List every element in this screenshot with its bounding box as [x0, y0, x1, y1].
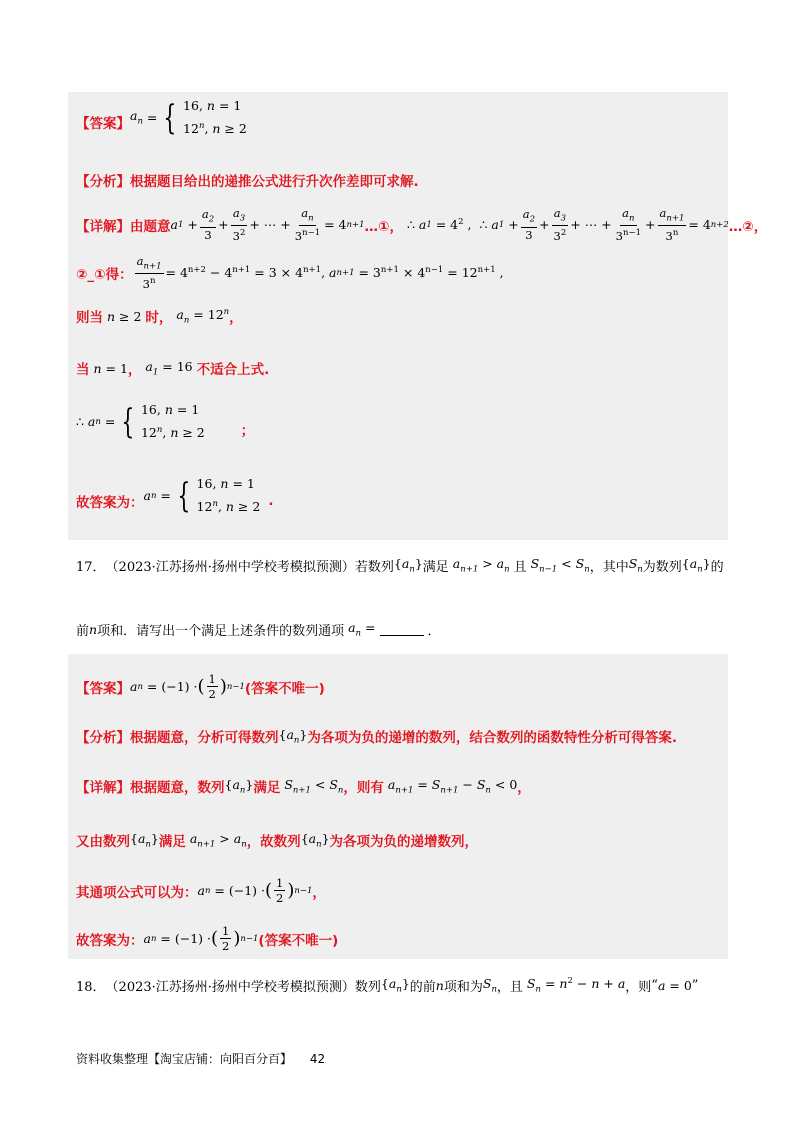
final-note-17: (答案不唯一)	[258, 932, 339, 949]
general-row-17	[76, 876, 326, 905]
answer-tag: 【答案】	[76, 115, 130, 132]
seq-an-5: $\{a_n\}$	[130, 830, 159, 850]
analysis-a-17: 根据题意，分析可得数列	[130, 730, 279, 746]
detail-row-17	[76, 776, 531, 796]
answer-note-17: (答案不唯一)	[244, 680, 325, 697]
detail-tag-17: 【详解】	[76, 780, 130, 796]
q18-n: n	[435, 978, 444, 993]
analysis-b-17: 为各项为负的递增的数列，结合数列的函数特性分析可得答案.	[307, 730, 677, 746]
cond-sum: $S_{n-1} < S_n$	[526, 556, 590, 575]
n-ge-2: n ≥ 2	[103, 308, 142, 324]
diff-formula: $\frac{a_{n+1}}{3^n}$ = $4^{n+2} - 4^{n+1} = 3 \times 4^{n+1}$, a n+1 = $3^{n+1} \times 4^{n-1} = 12^{n+1}$ ,	[136, 254, 504, 292]
q17-line1	[76, 556, 724, 575]
q17-text-d: ，其中	[589, 560, 629, 575]
detail-row-16	[76, 206, 767, 243]
detail-a-17: 根据题意，数列	[130, 780, 225, 796]
you-d-17: 为各项为负的递增数列，	[329, 834, 479, 850]
seq-an: $\{a_n\}$	[393, 556, 423, 575]
sn1-lt-sn: $S_{n+1} < S_n$	[280, 776, 344, 796]
final-formula-17: a n = (−1) · ( $\frac{1}{2}$ ) n−1	[143, 924, 259, 953]
seq-an-2: $\{a_n\}$	[681, 556, 711, 575]
therefore-row-16	[76, 400, 254, 443]
analysis-text: 根据题目给出的递推公式进行升次作差即可求解.	[130, 174, 419, 190]
when-text: 当	[76, 362, 90, 378]
shi-text: 时，	[145, 310, 173, 326]
detail-c-17: ，则有	[343, 780, 384, 796]
semicolon: ；	[240, 422, 255, 439]
q18-text-e: ，则	[625, 980, 652, 995]
analysis-row-17	[76, 726, 677, 746]
q18-sn-formula: $S_n = n^2 - n + a$	[522, 976, 626, 995]
final-formula: a n = { 16, n = 1 12$^n$, n ≥ 2	[143, 475, 261, 516]
n-eq-1: n = 1	[89, 360, 128, 376]
final-row-17	[76, 924, 338, 953]
answer-row-16	[76, 96, 247, 139]
q18-text-b: 的前	[409, 980, 436, 995]
q18-seq-an: $\{a_n\}$	[380, 976, 410, 995]
q17-text-b: 满足	[422, 560, 449, 575]
analysis-row-16	[76, 170, 419, 190]
q18-text-a: 数列	[354, 980, 381, 995]
answer-tag-17: 【答案】	[76, 680, 130, 697]
q18-a-eq-0: a = 0	[657, 978, 692, 993]
q18-quote-close: ”	[691, 978, 699, 993]
general-formula-17: a n = (−1) · ( $\frac{1}{2}$ ) n−1	[197, 876, 313, 905]
answer-blank	[380, 623, 424, 636]
detail-start: 由题意	[130, 218, 171, 235]
page-number: 42	[309, 1052, 326, 1066]
a1-value: ∴ a 1 = $4^2$ , ∴	[406, 216, 488, 233]
general-comma-17: ，	[312, 884, 326, 901]
an-eq: $a_n$ =	[348, 620, 376, 639]
analysis-tag: 【分析】	[76, 174, 130, 190]
eq1: a 1 + $\frac{a_2}{3}$ + $\frac{a_3}{3^2}$ + ⋯ + $\frac{a_n}{3^{n-1}}$ = 4 n+1	[170, 206, 365, 244]
analysis-tag-17: 【分析】	[76, 730, 130, 746]
q17-line2	[76, 620, 441, 639]
diff-label: ②_①得：	[76, 266, 133, 283]
final-period: .	[268, 492, 274, 509]
an1-gt-an: $a_{n+1} > a_n$	[185, 830, 247, 850]
q17-number: 17．	[76, 560, 106, 575]
not-fit-text: 不适合上式.	[196, 362, 270, 378]
seq-an-3: $\{a_n\}$	[278, 726, 308, 746]
mark-2: …②，	[728, 218, 768, 235]
an-12n: $a_n = 12^n$	[172, 306, 230, 326]
sn-symbol: $S_n$	[628, 556, 643, 575]
q18-text-d: ，且	[496, 980, 523, 995]
final-label: 故答案为：	[76, 494, 144, 511]
then-when: 则当	[76, 310, 103, 326]
seq-an-6: $\{a_n\}$	[300, 830, 330, 850]
page-footer	[76, 1050, 325, 1067]
q18-text-c: 项和为	[443, 980, 483, 995]
a1-eq-16: $a_1 = 16$	[141, 358, 193, 378]
final-label-17: 故答案为：	[76, 932, 144, 949]
detail-d-17: ，	[517, 780, 531, 796]
answer-formula: $a_n$ = { 16, n = 1 12$^n$, n ≥ 2	[130, 97, 247, 138]
q17-text-a: 若数列	[354, 560, 394, 575]
q17-n: n	[89, 622, 98, 637]
you-b-17: 满足	[158, 834, 186, 850]
general-label-17: 其通项公式可以为：	[76, 884, 198, 901]
diff-row-16	[76, 254, 504, 291]
q18-source: （2023·江苏扬州·扬州中学校考模拟预测）	[105, 980, 355, 995]
final-row-16	[76, 474, 273, 517]
eq2: a 1 + $\frac{a_2}{3}$ + $\frac{a_3}{3^2}$ + ⋯ + $\frac{a_n}{3^{n-1}}$ + $\frac{a_{n+1}}{3^n}$ = 4 n+2	[487, 206, 729, 244]
q17-text-f: 的	[710, 560, 724, 575]
answer-row-17	[76, 672, 325, 701]
q17-line2-a: 前	[76, 624, 90, 639]
detail-tag: 【详解】	[76, 218, 130, 235]
then-row-16: 则当 n ≥ 2 时， $a_n = 12^n$ ，	[76, 306, 243, 326]
you-a-17: 又由数列	[76, 834, 130, 850]
seq-an-4: $\{a_n\}$	[224, 776, 254, 796]
mark-1: …①，	[364, 218, 403, 235]
q17-line2-b: 项和．请写出一个满足上述条件的数列通项	[97, 624, 345, 639]
q17-text-e: 为数列	[642, 560, 682, 575]
q17-source: （2023·江苏扬州·扬州中学校考模拟预测）	[105, 560, 355, 575]
you-row-17	[76, 830, 478, 850]
q18-quote-open: “	[651, 978, 658, 993]
answer-formula-17: a n = (−1) · ( $\frac{1}{2}$ ) n−1	[130, 672, 245, 701]
you-c-17: ，故数列	[246, 834, 301, 850]
cond-increasing: $a_{n+1} > a_n$	[448, 556, 510, 575]
q18-line1	[76, 976, 698, 995]
detail-b-17: 满足	[253, 780, 281, 796]
q18-number: 18．	[76, 980, 106, 995]
an1-diff: $a_{n+1} = S_{n+1} - S_n < 0$	[383, 776, 518, 796]
q17-line2-end: ．	[427, 624, 441, 639]
q18-sn: $S_n$	[482, 976, 497, 995]
q17-text-c: 且	[513, 560, 527, 575]
footer-text: 资料收集整理【淘宝店铺：向阳百分百】	[76, 1052, 293, 1066]
when-row-16: 当 n = 1 ， $a_1 = 16$ 不适合上式.	[76, 358, 270, 378]
therefore-formula: ∴ a n = { 16, n = 1 12$^n$, n ≥ 2	[76, 401, 205, 442]
